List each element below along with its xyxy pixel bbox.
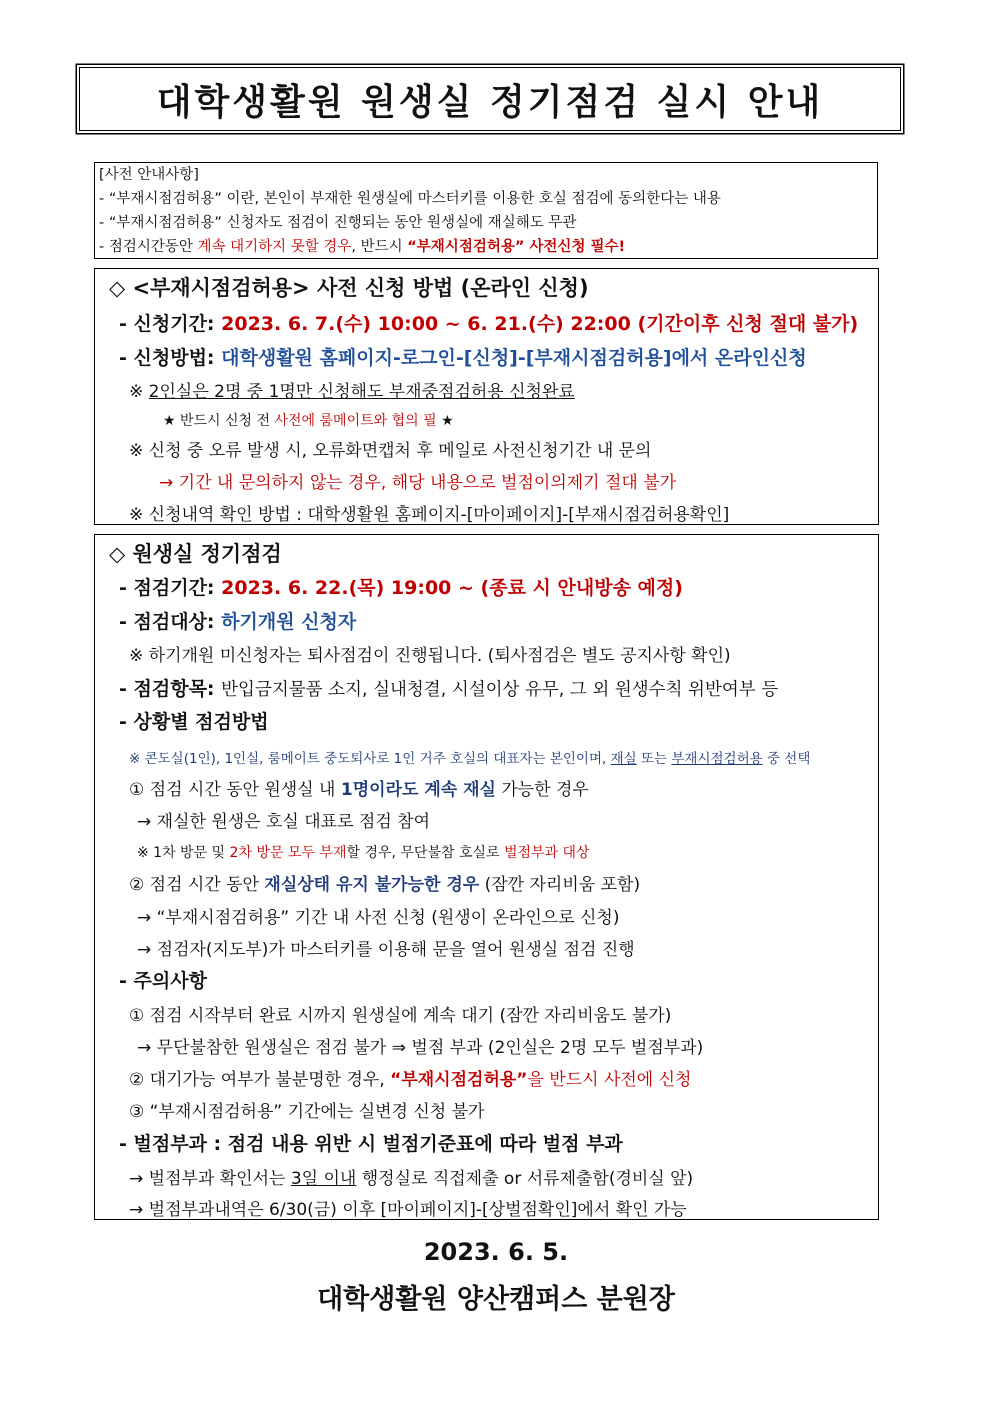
error-inquiry-warning: → 기간 내 문의하지 않는 경우, 해당 내용으로 벌점이의제기 절대 불가 [159, 473, 677, 493]
case-2 [129, 870, 640, 895]
two-person-room-note-mark: ※ [129, 382, 149, 402]
section2-heading: ◇ 원생실 정기점검 [109, 542, 282, 566]
inspection-items [119, 674, 778, 701]
notice-line-1: - “부재시점검허용” 이란, 본인이 부재한 원생실에 마스터키를 이용한 호실 점검에 동의한다는 내용 [99, 191, 721, 207]
notice-line-3 [99, 235, 873, 259]
notice-box [94, 162, 878, 259]
two-person-room-note-text: 2인실은 2명 중 1명만 신청해도 부재중점검허용 신청완료 [148, 382, 575, 402]
caution-2-emphasis: “부재시점검허용” [390, 1070, 528, 1090]
case-1-note-absent: 2차 방문 모두 부재 [229, 845, 347, 861]
case-1-note-text: ※ 1차 방문 및 [137, 845, 230, 861]
notice-line-3-text: - 점검시간동안 [99, 239, 198, 255]
caution-2-text: ② 대기가능 여부가 불분명한 경우, [129, 1070, 391, 1090]
notice-heading: [사전 안내사항] [99, 167, 199, 183]
section1-heading: ◇ <부재시점검허용> 사전 신청 방법 (온라인 신청) [109, 276, 589, 300]
case-2-text-2: (잠깐 자리비움 포함) [479, 875, 641, 895]
roommate-consult-note-emphasis: 사전에 룸메이트와 협의 필 [274, 413, 437, 429]
situation-method-note [129, 747, 810, 767]
inspection-items-value: 반입금지물품 소지, 실내청결, 시설이상 유무, 그 외 원생수칙 위반여부 등 [221, 680, 779, 700]
roommate-consult-note [163, 410, 454, 430]
roommate-consult-note-text: ★ 반드시 신청 전 [163, 413, 275, 429]
section-pre-application [94, 268, 879, 525]
footer-signature: 대학생활원 양산캠퍼스 분원장 [317, 1284, 675, 1315]
caution-label: - 주의사항 [119, 970, 207, 992]
inspection-target-value: 하기개원 신청자 [221, 611, 357, 633]
penalty-arrow-1 [129, 1164, 693, 1189]
inspection-period [119, 573, 683, 600]
inspection-target [119, 607, 356, 634]
case-1-emphasis: 1명이라도 계속 재실 [340, 780, 496, 800]
caution-2-text-2: 을 반드시 사전에 신청 [527, 1070, 692, 1090]
notice-line-3-emphasis: 계속 대기하지 못할 경우 [197, 239, 352, 255]
error-inquiry-note: ※ 신청 중 오류 발생 시, 오류화면캡처 후 메일로 사전신청기간 내 문의 [129, 441, 652, 461]
application-period-label: - 신청기간: [119, 313, 222, 335]
situation-method-note-choose: 중 선택 [762, 751, 811, 767]
case-1-note-penalty: 벌점부과 대상 [503, 845, 590, 861]
inspection-period-value: 2023. 6. 22.(목) 19:00 ~ (종료 시 안내방송 예정) [221, 577, 683, 599]
two-person-room-note [129, 377, 575, 402]
section-regular-inspection [94, 534, 879, 1220]
roommate-consult-note-star: ★ [436, 413, 454, 429]
inspection-items-label: - 점검항목: [119, 678, 222, 700]
situation-method-note-stay: 재실 [610, 751, 637, 767]
page-title: 대학생활원 원생실 정기점검 실시 안내 [156, 81, 824, 123]
caution-1-arrow: → 무단불참한 원생실은 점검 불가 ⇒ 벌점 부과 (2인실은 2명 모두 벌점부과) [137, 1038, 704, 1058]
penalty-heading: - 벌점부과 : 점검 내용 위반 시 벌점기준표에 따라 벌점 부과 [119, 1133, 623, 1155]
inspection-period-label: - 점검기간: [119, 577, 222, 599]
application-period [119, 309, 858, 336]
caution-3: ③ “부재시점검허용” 기간에는 실변경 신청 불가 [129, 1102, 485, 1122]
application-method-label: - 신청방법: [119, 347, 222, 369]
case-1-text: ① 점검 시간 동안 원생실 내 [129, 780, 341, 800]
application-check-note: ※ 신청내역 확인 방법 : 대학생활원 홈페이지-[마이페이지]-[부재시점검허용확인] [129, 505, 730, 525]
caution-2 [129, 1065, 691, 1090]
case-2-arrow-2: → 점검자(지도부)가 마스터키를 이용해 문을 열어 원생실 점검 진행 [137, 940, 635, 960]
notice-line-3-required: “부재시점검허용” 사전신청 필수! [407, 239, 626, 255]
notice-line-2: - “부재시점검허용” 신청자도 점검이 진행되는 동안 원생실에 재실해도 무관 [99, 215, 577, 231]
inspection-target-note: ※ 하기개원 미신청자는 퇴사점검이 진행됩니다. (퇴사점검은 별도 공지사항 확인) [129, 646, 731, 666]
case-1-text-2: 가능한 경우 [495, 780, 589, 800]
application-period-value: 2023. 6. 7.(수) 10:00 ~ 6. 21.(수) 22:00 (기간이후 신청 절대 불가) [221, 313, 859, 335]
penalty-arrow-1-text-2: 행정실로 직접제출 or 서류제출함(경비실 앞) [356, 1169, 694, 1189]
case-1-note [137, 842, 590, 862]
situation-method-note-text: ※ 콘도실(1인), 1인실, 룸메이트 중도퇴사로 1인 거주 호실의 대표자는 본인이며, [129, 751, 611, 767]
case-2-text: ② 점검 시간 동안 [129, 875, 265, 895]
caution-1: ① 점검 시작부터 완료 시까지 원생실에 계속 대기 (잠깐 자리비움도 불가) [129, 1006, 672, 1026]
application-method [119, 343, 807, 370]
penalty-arrow-1-deadline: 3일 이내 [290, 1169, 357, 1189]
penalty-arrow-2: → 벌점부과내역은 6/30(금) 이후 [마이페이지]-[상벌점확인]에서 확인 가능 [129, 1200, 687, 1220]
inspection-target-label: - 점검대상: [119, 611, 222, 633]
footer-date: 2023. 6. 5. [423, 1238, 569, 1266]
situation-method-label: - 상황별 점검방법 [119, 711, 269, 733]
title-box [79, 67, 901, 131]
case-2-emphasis: 재실상태 유지 불가능한 경우 [264, 875, 480, 895]
situation-method-note-absent: 부재시점검허용 [671, 751, 763, 767]
situation-method-note-or: 또는 [636, 751, 672, 767]
case-2-arrow-1: → “부재시점검허용” 기간 내 사전 신청 (원생이 온라인으로 신청) [137, 908, 620, 928]
penalty-arrow-1-text: → 벌점부과 확인서는 [129, 1169, 291, 1189]
application-method-value: 대학생활원 홈페이지-로그인-[신청]-[부재시점검허용]에서 온라인신청 [221, 347, 807, 369]
case-1 [129, 775, 589, 800]
case-1-arrow: → 재실한 원생은 호실 대표로 점검 참여 [137, 812, 430, 832]
case-1-note-text-2: 할 경우, 무단불참 호실로 [346, 845, 504, 861]
notice-line-3-text-2: , 반드시 [351, 239, 408, 255]
